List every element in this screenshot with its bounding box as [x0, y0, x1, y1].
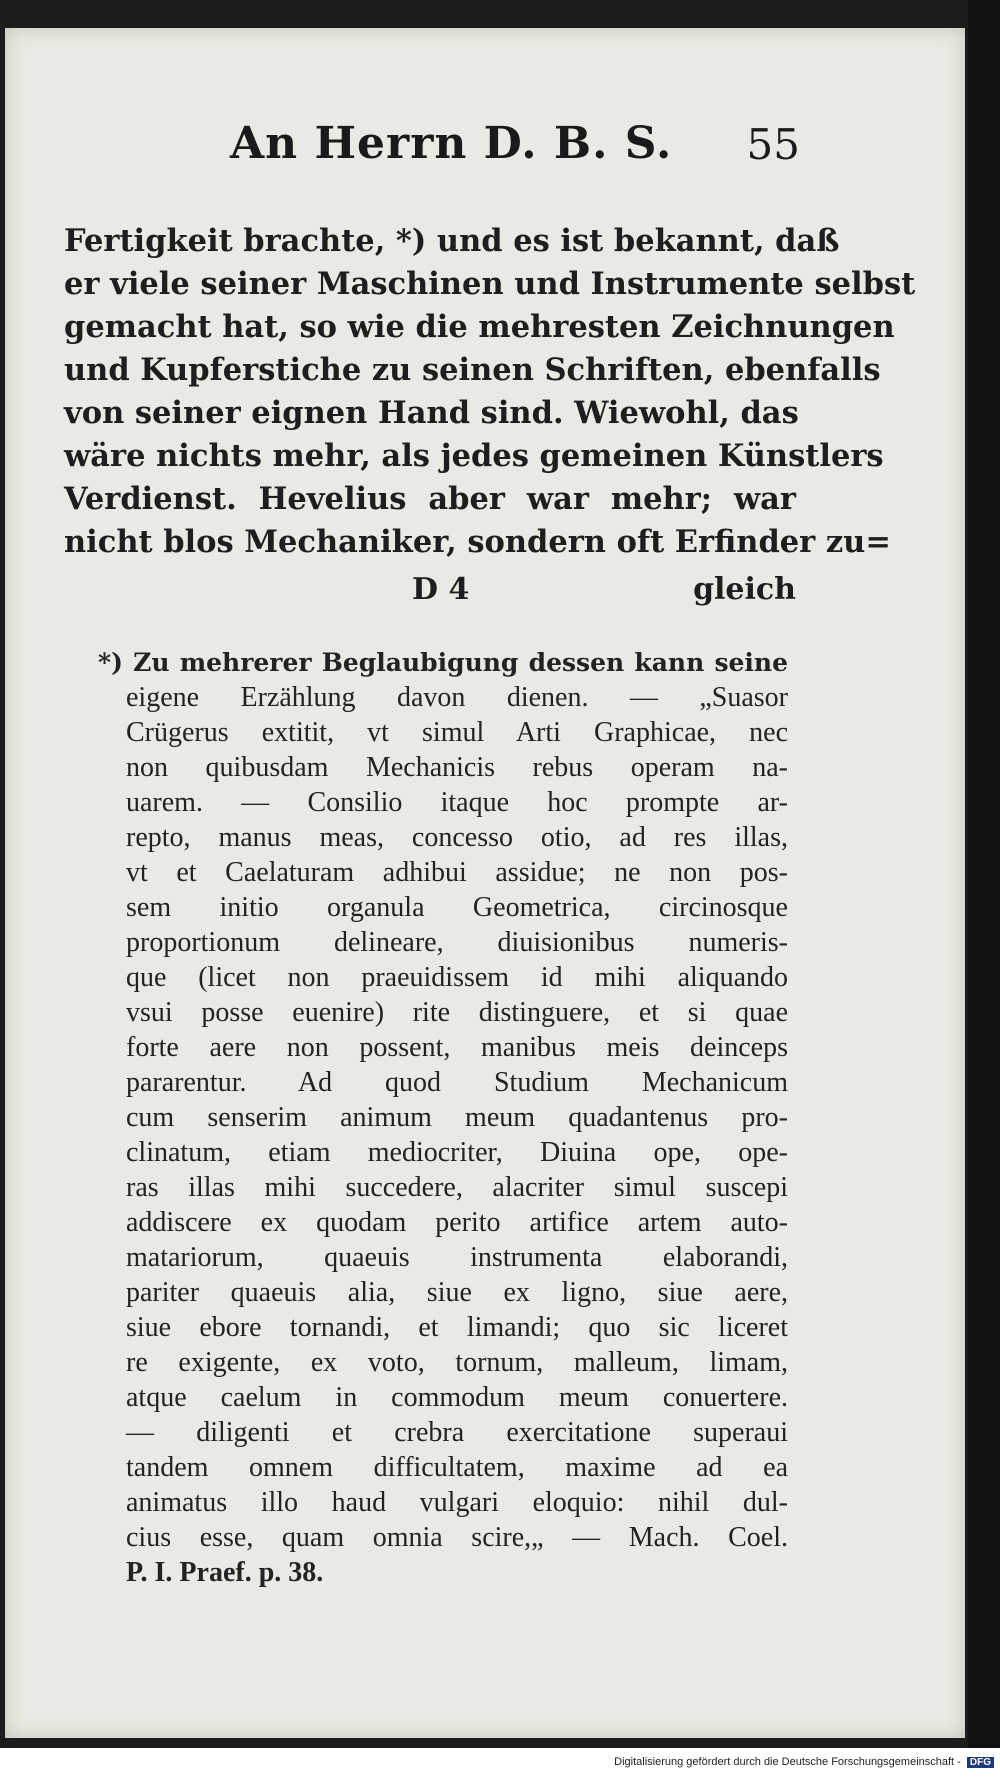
running-header	[230, 118, 800, 198]
main-text-line: er viele seiner Maschinen und Instrumente selbst	[64, 266, 916, 302]
page-number: 55	[746, 120, 800, 169]
footnote-line: addiscere ex quodam perito artifice artem auto-	[126, 1207, 788, 1238]
footnote-line: non quibusdam Mechanicis rebus operam na-	[126, 752, 788, 783]
catchword: gleich	[693, 572, 796, 607]
footnote-line: P. I. Praef. p. 38.	[126, 1557, 324, 1588]
footnote	[98, 645, 788, 1590]
footnote-line: *) Zu mehrerer Beglaubigung dessen kann seine	[98, 648, 788, 677]
main-text-line: nicht blos Mechaniker, sondern oft Erfinder zu=	[64, 524, 891, 560]
footnote-line: pariter quaeuis alia, siue ex ligno, siue aere,	[126, 1277, 788, 1308]
footnote-line: uarem. — Consilio itaque hoc prompte ar-	[126, 787, 788, 818]
footnote-line: sem initio organula Geometrica, circinosque	[126, 892, 788, 923]
digitization-footer	[0, 1748, 1000, 1777]
footnote-line: re exigente, ex voto, tornum, malleum, limam,	[126, 1347, 788, 1378]
footnote-line: siue ebore tornandi, et limandi; quo sic liceret	[126, 1312, 788, 1343]
signature-line	[64, 566, 796, 616]
dfg-logo: DFG	[967, 1757, 994, 1768]
footnote-line: clinatum, etiam mediocriter, Diuina ope, ope-	[126, 1137, 788, 1168]
funding-credit-text: Digitalisierung gefördert durch die Deutsche Forschungsgemeinschaft -	[614, 1756, 961, 1768]
main-text-line: Fertigkeit brachte, *) und es ist bekannt, daß	[64, 223, 840, 259]
running-title: An Herrn D. B. S.	[230, 118, 673, 169]
footnote-line: cius esse, quam omnia scire,„ — Mach. Coel.	[126, 1522, 788, 1553]
footnote-line: forte aere non possent, manibus meis deinceps	[126, 1032, 788, 1063]
footnote-line: eigene Erzählung davon dienen. — „Suasor	[126, 682, 788, 713]
scan-right-edge	[968, 0, 1000, 1748]
footnote-line: atque caelum in commodum meum conuertere.	[126, 1382, 788, 1413]
footnote-line: vt et Caelaturam adhibui assidue; ne non pos-	[126, 857, 788, 888]
main-text-line: wäre nichts mehr, als jedes gemeinen Künstlers	[64, 438, 884, 474]
footnote-line: repto, manus meas, concesso otio, ad res illas,	[126, 822, 788, 853]
footnote-line: pararentur. Ad quod Studium Mechanicum	[126, 1067, 788, 1098]
main-text-line: Verdienst. Hevelius aber war mehr; war	[64, 481, 796, 517]
main-text-line: und Kupferstiche zu seinen Schriften, ebenfalls	[64, 352, 881, 388]
footnote-line: que (licet non praeuidissem id mihi aliquando	[126, 962, 788, 993]
footnote-line: — diligenti et crebra exercitatione superaui	[126, 1417, 788, 1448]
footnote-line: proportionum delineare, diuisionibus numeris-	[126, 927, 788, 958]
main-text-line: gemacht hat, so wie die mehresten Zeichnungen	[64, 309, 895, 345]
main-text	[64, 220, 916, 564]
footnote-line: tandem omnem difficultatem, maxime ad ea	[126, 1452, 788, 1483]
footnote-line: Crügerus extitit, vt simul Arti Graphicae, nec	[126, 717, 788, 748]
main-text-line: von seiner eignen Hand sind. Wiewohl, das	[64, 395, 799, 431]
signature-mark: D 4	[412, 572, 470, 607]
footnote-line: cum senserim animum meum quadantenus pro-	[126, 1102, 788, 1133]
footnote-line: vsui posse euenire) rite distinguere, et si quae	[126, 997, 788, 1028]
footnote-line: animatus illo haud vulgari eloquio: nihil dul-	[126, 1487, 788, 1518]
footnote-line: ras illas mihi succedere, alacriter simul suscepi	[126, 1172, 788, 1203]
funding-credit	[614, 1756, 994, 1768]
footnote-line: matariorum, quaeuis instrumenta elaborandi,	[126, 1242, 788, 1273]
